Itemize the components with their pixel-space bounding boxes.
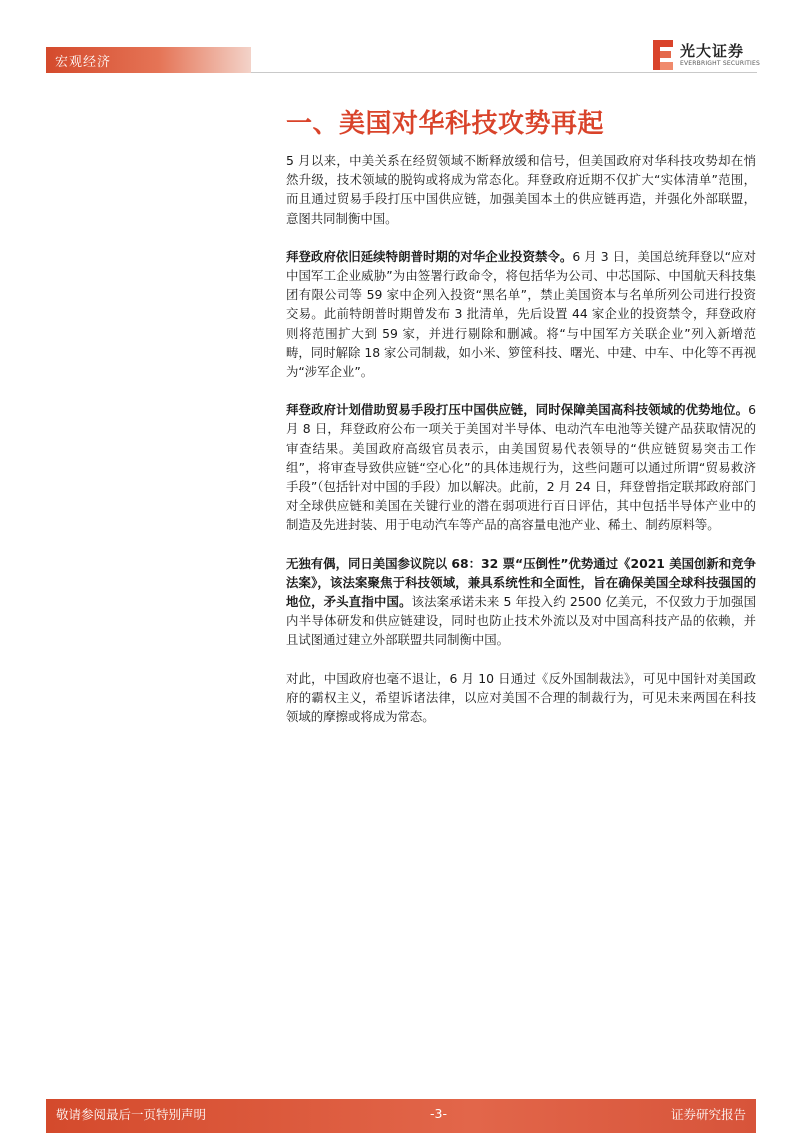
section-title: 一、美国对华科技攻势再起	[286, 109, 605, 139]
paragraph	[286, 400, 756, 534]
paragraph	[286, 151, 756, 228]
paragraph-text: 6 月 8 日，拜登政府公布一项关于美国对半导体、电动汽车电池等关键产品获取情况的审查结果。美国政府高级官员表示，由美国贸易代表领导的“供应链贸易突击工作组”，将审查导致供应链“空心化”的具体违规行为，这些问题可以通过所谓“贸易救济手段”（包括针对中国的手段）加以解决。此前，2 月 24 日，拜登曾指定联邦政府部门对全球供应链和美国在关键行业的潜在弱项进行百日评估，其中包括半导体产业中的制造及先进封装、用于电动汽车等产品的高容量电池产业、稀土、制药原料等。	[286, 402, 756, 533]
footer-bar	[46, 1099, 756, 1133]
paragraph	[286, 247, 756, 381]
logo-name-en: EVERBRIGHT SECURITIES	[680, 60, 760, 67]
article-body	[286, 151, 756, 745]
footer-disclaimer: 敬请参阅最后一页特别声明	[56, 1106, 207, 1122]
paragraph-text: 5 月以来，中美关系在经贸领域不断释放缓和信号，但美国政府对华科技攻势却在悄然升级，技术领域的脱钩或将成为常态化。拜登政府近期不仅扩大“实体清单”范围，而且通过贸易手段打压中国供应链，加强美国本土的供应链再造，并强化外部联盟，意图共同制衡中国。	[286, 153, 756, 226]
paragraph-lead: 无独有偶，同日美国参议院以 68：32 票“压倒性”优势通过《2021 美国创新和竞争法案》，该法案聚焦于科技领域，兼具系统性和全面性，旨在确保美国全球科技强国的地位，矛头直指中国。	[286, 555, 756, 610]
paragraph	[286, 554, 756, 650]
company-logo	[651, 40, 760, 70]
logo-name-cn: 光大证券	[680, 42, 745, 60]
header-divider	[251, 72, 757, 73]
section-label: 宏观经济	[55, 54, 112, 70]
footer-report-type: 证券研究报告	[670, 1106, 746, 1122]
paragraph-text: 该法案承诺未来 5 年投入约 2500 亿美元，不仅致力于加强国内半导体研发和供应链建设，同时也防止技术外流以及对中国高科技产品的依赖，并且试图通过建立外部联盟共同制衡中国。	[286, 594, 757, 648]
page-number: -3-	[430, 1106, 447, 1121]
section-header-bar	[46, 47, 251, 73]
paragraph-text: 6 月 3 日，美国总统拜登以“应对中国军工企业威胁”为由签署行政命令，将包括华为公司、中芯国际、中国航天科技集团有限公司等 59 家中企列入投资“黑名单”，禁止美国资本与名单所列公司进行投资交易。此前特朗普时期曾发布 3 批清单，先后设置 44 家企业的投资禁令，拜登政府则将范围扩大到 59 家，并进行剔除和删减。将“与中国军方关联企业”列入新增范畴，同时解除 18 家公司制裁，如小米、箩筐科技、曙光、中建、中车、中化等不再视为“涉军企业”。	[286, 248, 756, 380]
paragraph-lead: 拜登政府计划借助贸易手段打压中国供应链，同时保障美国高科技领域的优势地位。	[286, 402, 749, 418]
everbright-logo-icon	[651, 40, 675, 70]
paragraph-text: 对此，中国政府也毫不退让，6 月 10 日通过《反外国制裁法》，可见中国针对美国政府的霸权主义，希望诉诸法律，以应对美国不合理的制裁行为，可见未来两国在科技领域的摩擦或将成为常态。	[286, 670, 756, 725]
paragraph	[286, 669, 756, 727]
paragraph-lead: 拜登政府依旧延续特朗普时期的对华企业投资禁令。	[286, 248, 573, 264]
